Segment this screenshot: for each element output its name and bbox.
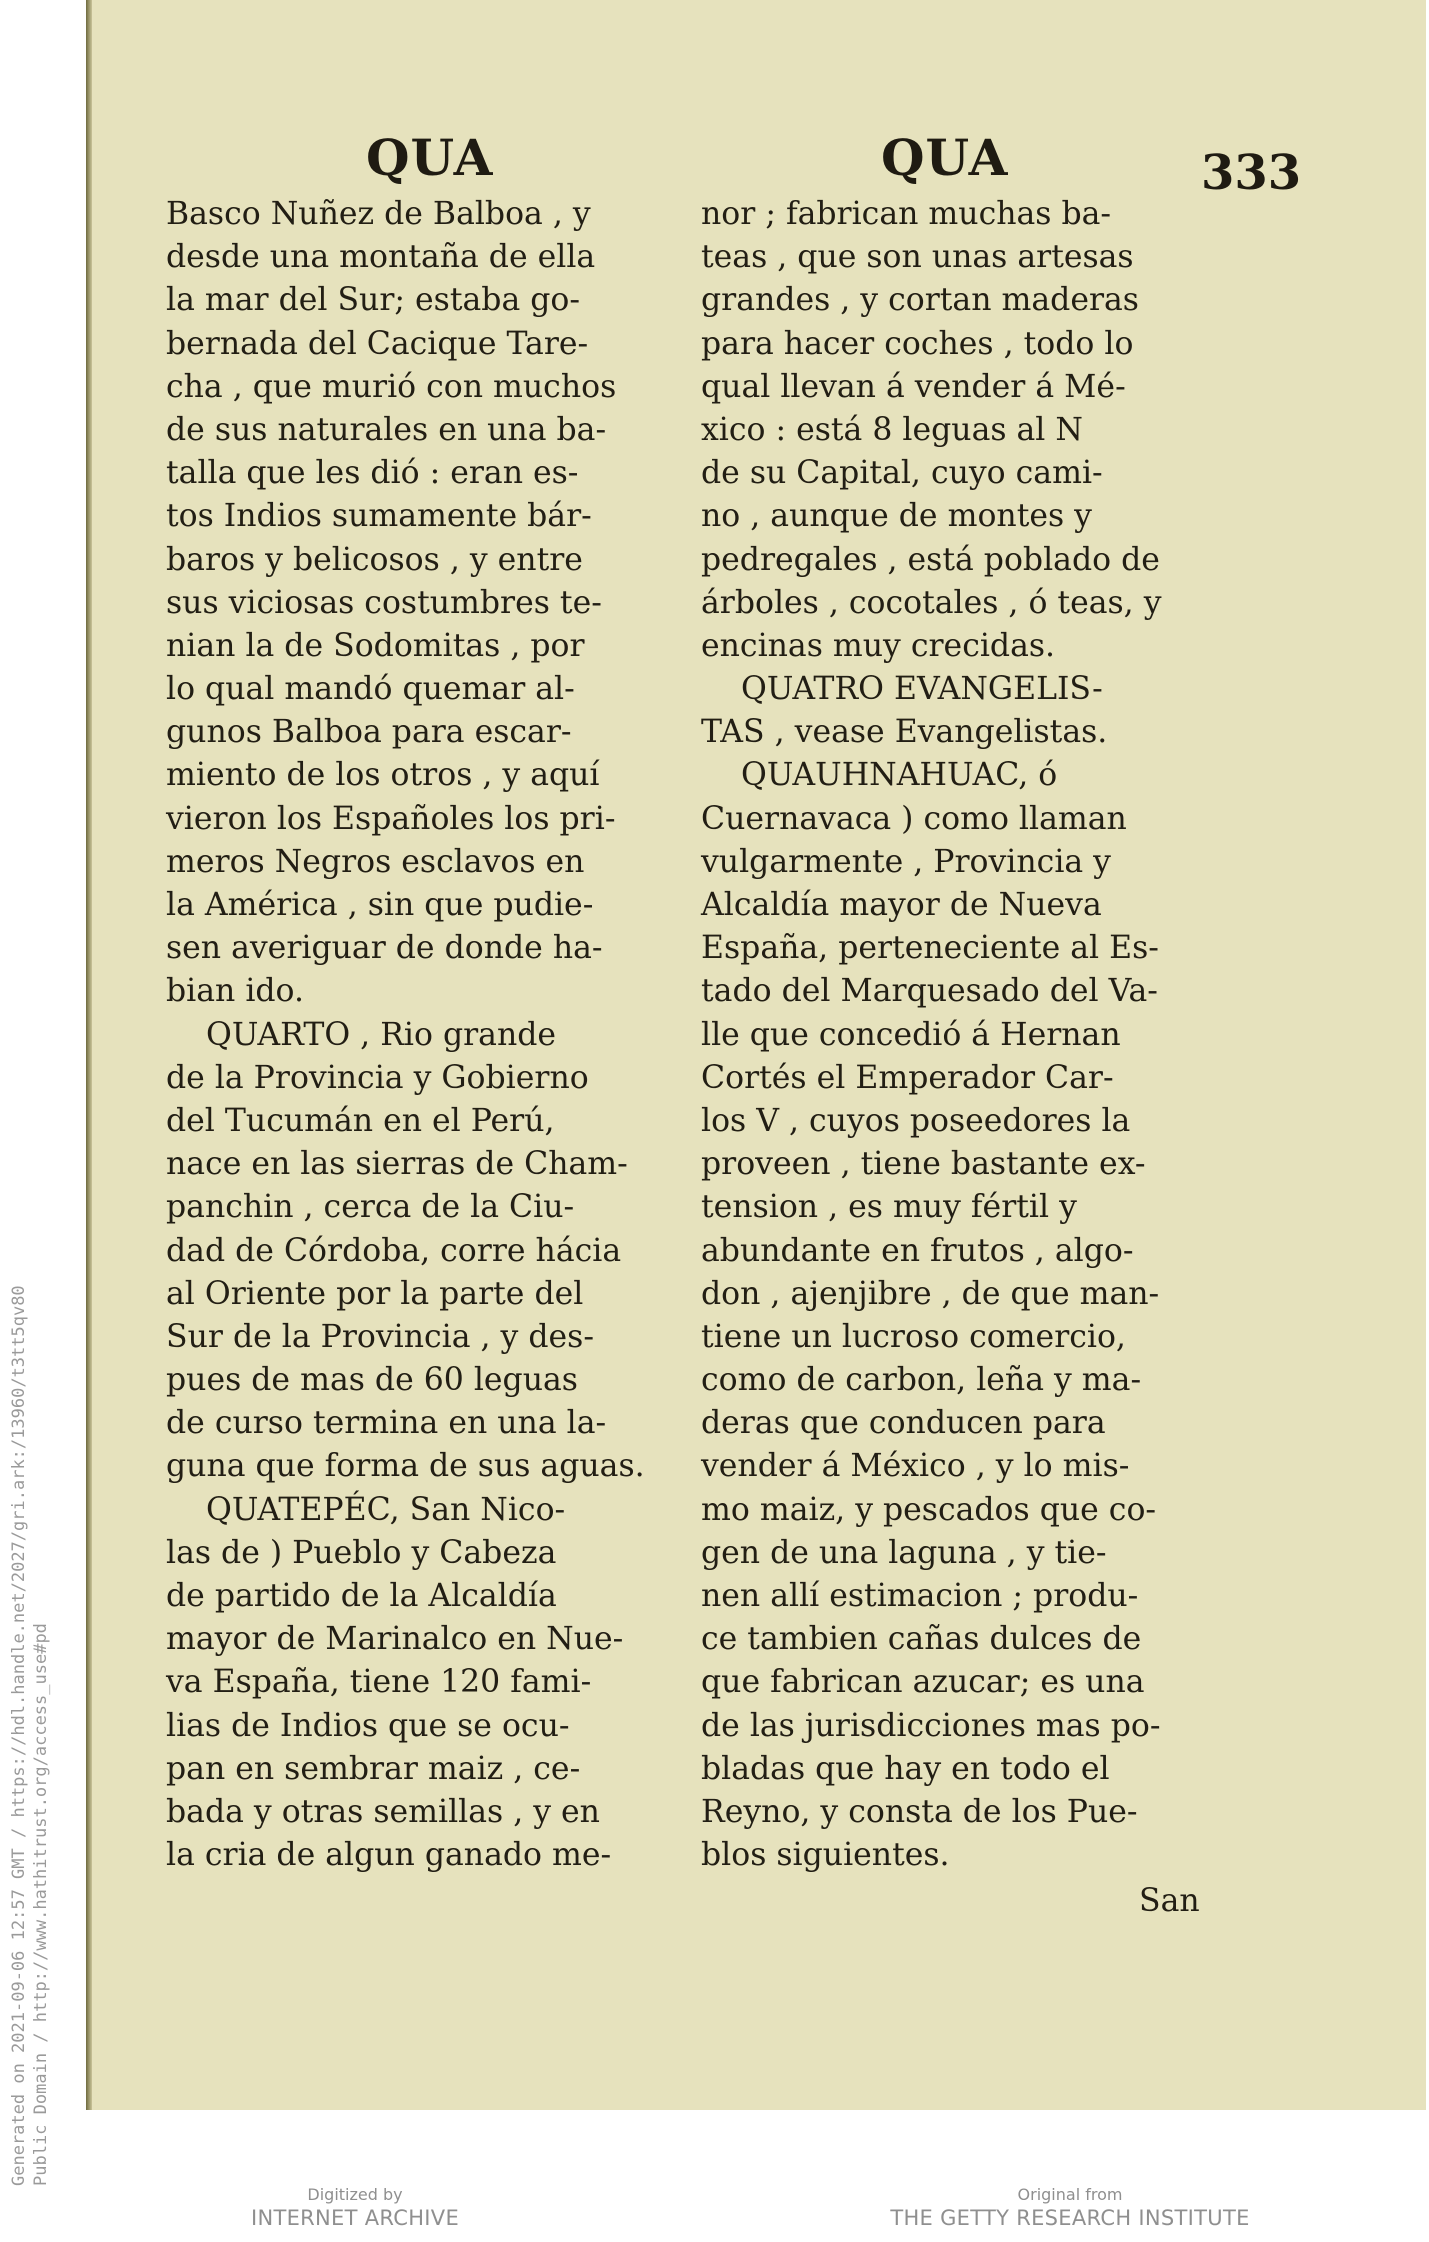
text-line: nian la de Sodomitas , por <box>166 627 585 664</box>
original-from-label: Original from <box>1017 2185 1123 2204</box>
text-line: árboles , cocotales , ó teas, y <box>701 584 1162 621</box>
text-line: mayor de Marinalco en Nue- <box>166 1621 624 1658</box>
text-line: bian ido. <box>166 973 304 1010</box>
generation-stamp <box>0 1100 60 2230</box>
text-line: talla que les dió : eran es- <box>166 455 579 492</box>
internet-archive-label: INTERNET ARCHIVE <box>250 2206 460 2230</box>
text-line: dad de Córdoba, corre hácia <box>166 1232 622 1269</box>
text-line: de curso termina en una la- <box>166 1405 607 1442</box>
digitized-by-credit <box>200 2185 510 2231</box>
text-line: Cortés el Emperador Car- <box>701 1059 1114 1096</box>
text-line: para hacer coches , todo lo <box>701 325 1134 362</box>
text-line: grandes , y cortan maderas <box>701 282 1139 319</box>
text-line: lo qual mandó quemar al- <box>166 671 575 708</box>
text-line: nace en las sierras de Cham- <box>166 1146 628 1183</box>
text-line: encinas muy crecidas. <box>701 627 1056 664</box>
text-line: tos Indios sumamente bár- <box>166 498 592 535</box>
text-line: Alcaldía mayor de Nueva <box>701 887 1102 923</box>
text-line: teas , que son unas artesas <box>701 239 1134 276</box>
text-line: guna que forma de sus aguas. <box>166 1448 645 1485</box>
scanned-page <box>86 0 1426 2110</box>
text-line: abundante en frutos , algo- <box>701 1232 1134 1269</box>
text-line: vieron los Españoles los pri- <box>166 800 616 837</box>
text-line: don , ajenjibre , de que man- <box>701 1275 1160 1312</box>
text-line: lle que concedió á Hernan <box>701 1016 1121 1053</box>
text-line: sus viciosas costumbres te- <box>166 584 602 621</box>
text-line: lias de Indios que se ocu- <box>166 1707 570 1744</box>
generation-stamp-line: Generated on 2021-09-06 12:57 GMT / https://hdl.handle.net/2027/gri.ark:/13960/t3tt5qv80 <box>9 1285 29 2186</box>
text-line: tension , es muy fértil y <box>701 1189 1077 1226</box>
original-from-credit <box>860 2185 1280 2231</box>
text-line: no , aunque de montes y <box>701 498 1092 535</box>
page-number: 333 <box>1201 145 1302 201</box>
text-line: como de carbon, leña y ma- <box>701 1362 1142 1399</box>
text-line: al Oriente por la parte del <box>166 1275 584 1312</box>
text-line: xico : está 8 leguas al N <box>701 411 1083 448</box>
digitized-by-label: Digitized by <box>307 2185 403 2204</box>
left-running-head: QUA <box>366 128 494 187</box>
text-line: blos siguientes. <box>701 1837 950 1874</box>
text-line: los V , cuyos poseedores la <box>701 1102 1131 1139</box>
generation-stamp-text <box>8 1285 52 2186</box>
text-line: la cria de algun ganado me- <box>166 1837 612 1874</box>
text-line: nor ; fabrican muchas ba- <box>701 196 1112 232</box>
text-line: tado del Marquesado del Va- <box>701 973 1158 1010</box>
text-line: de las jurisdicciones mas po- <box>701 1707 1161 1744</box>
entry-heading-line: QUATEPÉC, San Nico- <box>206 1491 566 1528</box>
text-line: tiene un lucroso comercio, <box>701 1318 1126 1355</box>
entry-heading-line: QUARTO , Rio grande <box>206 1016 557 1053</box>
text-line: meros Negros esclavos en <box>166 843 585 880</box>
text-line: que fabrican azucar; es una <box>701 1664 1145 1701</box>
right-running-head: QUA <box>881 128 1009 187</box>
text-line: pedregales , está poblado de <box>701 541 1160 578</box>
text-line: ce tambien cañas dulces de <box>701 1621 1142 1658</box>
text-line: va España, tiene 120 fami- <box>166 1664 592 1701</box>
text-line: de sus naturales en una ba- <box>166 411 607 448</box>
catchword: San <box>1139 1883 1200 1919</box>
text-line: proveen , tiene bastante ex- <box>701 1146 1146 1183</box>
text-line: pues de mas de 60 leguas <box>166 1362 578 1399</box>
text-line: gen de una laguna , y tie- <box>701 1534 1107 1571</box>
generation-stamp-line: Public Domain / http://www.hathitrust.org/access_use#pd <box>31 1623 51 2186</box>
text-line: España, perteneciente al Es- <box>701 930 1159 967</box>
text-line: de la Provincia y Gobierno <box>166 1059 589 1096</box>
page-spine-shadow <box>86 0 92 2110</box>
text-line: Sur de la Provincia , y des- <box>166 1318 594 1355</box>
text-line: las de ) Pueblo y Cabeza <box>166 1534 557 1571</box>
text-line: Cuernavaca ) como llaman <box>701 800 1127 837</box>
text-line: del Tucumán en el Perú, <box>166 1102 555 1139</box>
getty-institute-label: THE GETTY RESEARCH INSTITUTE <box>890 2206 1250 2230</box>
right-text-column <box>701 193 1191 1877</box>
text-line: la mar del Sur; estaba go- <box>166 282 581 319</box>
text-line: bladas que hay en todo el <box>701 1750 1110 1787</box>
text-line: pan en sembrar maiz , ce- <box>166 1750 581 1787</box>
text-line: desde una montaña de ella <box>166 239 596 276</box>
text-line: de partido de la Alcaldía <box>166 1578 557 1614</box>
text-line: de su Capital, cuyo cami- <box>701 455 1103 492</box>
text-line: Reyno, y consta de los Pue- <box>701 1793 1138 1830</box>
text-line: TAS , vease Evangelistas. <box>701 714 1108 751</box>
text-line: bada y otras semillas , y en <box>166 1793 600 1830</box>
text-line: nen allí estimacion ; produ- <box>701 1578 1139 1614</box>
text-line: sen averiguar de donde ha- <box>166 930 603 967</box>
text-line: deras que conducen para <box>701 1405 1106 1442</box>
entry-heading-line: QUAUHNAHUAC, ó <box>741 757 1058 794</box>
text-line: panchin , cerca de la Ciu- <box>166 1189 575 1226</box>
text-line: miento de los otros , y aquí <box>166 757 600 794</box>
entry-heading-line: QUATRO EVANGELIS- <box>741 671 1103 708</box>
text-line: gunos Balboa para escar- <box>166 714 572 751</box>
text-line: bernada del Cacique Tare- <box>166 325 589 362</box>
text-line: Basco Nuñez de Balboa , y <box>166 196 591 232</box>
text-line: mo maiz, y pescados que co- <box>701 1491 1157 1528</box>
text-line: vulgarmente , Provincia y <box>701 843 1111 880</box>
text-line: qual llevan á vender á Mé- <box>701 368 1126 405</box>
text-line: vender á México , y lo mis- <box>701 1448 1130 1485</box>
text-line: baros y belicosos , y entre <box>166 541 583 578</box>
left-text-column <box>166 193 656 1877</box>
text-line: cha , que murió con muchos <box>166 368 617 405</box>
text-line: la América , sin que pudie- <box>166 887 594 923</box>
